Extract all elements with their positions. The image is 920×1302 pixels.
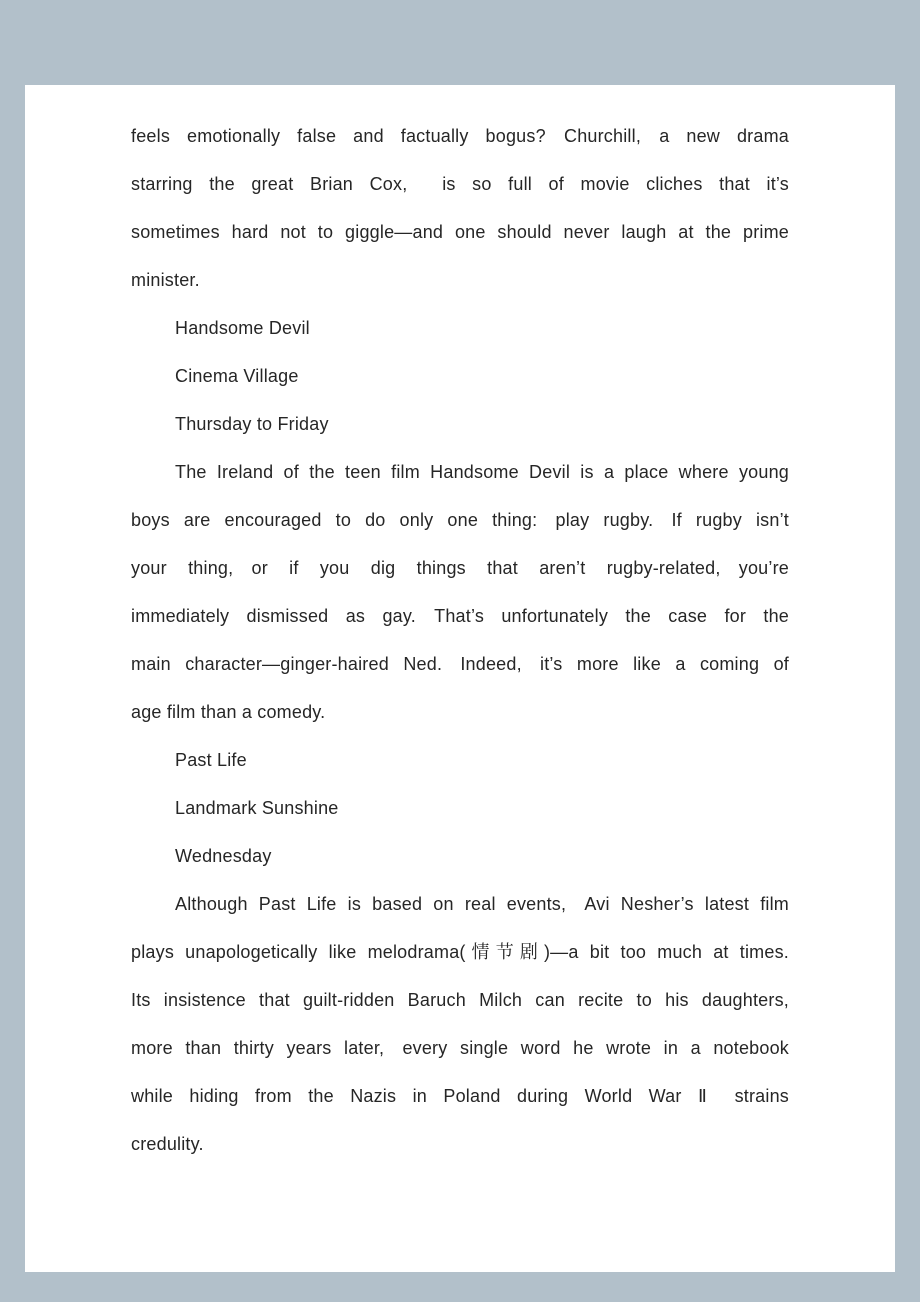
text-line: feels emotionally false and factually bogus? Churchill, a new drama	[131, 126, 789, 146]
heading-line: Wednesday	[175, 846, 272, 866]
heading-line: Past Life	[175, 750, 247, 770]
text-line: your thing, or if you dig things that aren’t rugby-related, you’re	[131, 558, 789, 578]
text-line: boys are encouraged to do only one thing: play rugby. If rugby isn’t	[131, 510, 789, 530]
document-page	[25, 85, 895, 1272]
text-line: main character—ginger-haired Ned. Indeed, it’s more like a coming of	[131, 654, 789, 674]
text-line: minister.	[131, 270, 200, 290]
text-line: credulity.	[131, 1134, 204, 1154]
heading-line: Thursday to Friday	[175, 414, 329, 434]
heading-line: Handsome Devil	[175, 318, 310, 338]
text-line: age film than a comedy.	[131, 702, 326, 722]
text-line: starring the great Brian Cox, is so full of movie cliches that it’s	[131, 174, 789, 194]
text-line: The Ireland of the teen film Handsome Devil is a place where young	[175, 462, 789, 482]
text-line: plays unapologetically like melodrama(情节剧)—a bit too much at times.	[131, 942, 789, 962]
text-line: sometimes hard not to giggle—and one should never laugh at the prime	[131, 222, 789, 242]
text-line: while hiding from the Nazis in Poland during World War Ⅱ strains	[131, 1086, 789, 1106]
text-line: Although Past Life is based on real events, Avi Nesher’s latest film	[175, 894, 789, 914]
text-line: more than thirty years later, every single word he wrote in a notebook	[131, 1038, 789, 1058]
heading-line: Landmark Sunshine	[175, 798, 339, 818]
text-line: immediately dismissed as gay. That’s unfortunately the case for the	[131, 606, 789, 626]
heading-line: Cinema Village	[175, 366, 299, 386]
text-line: Its insistence that guilt-ridden Baruch Milch can recite to his daughters,	[131, 990, 789, 1010]
